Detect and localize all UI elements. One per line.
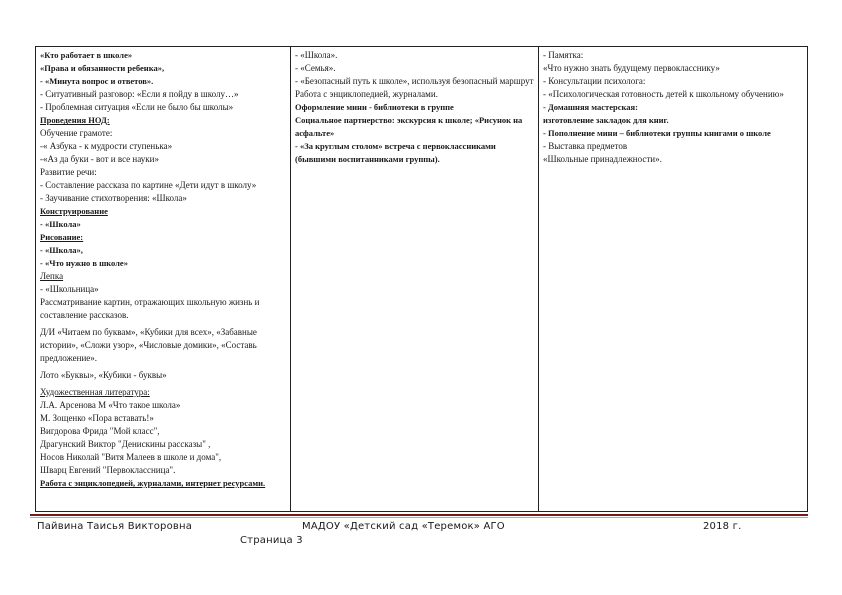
footer-rule-shadow — [30, 517, 808, 518]
plan-table — [35, 46, 808, 512]
text-line: Оформление мини - библиотеки в группе — [295, 102, 454, 112]
text-line: Вигдорова Фрида "Мой класс", — [40, 426, 160, 436]
text-line: Рассматривание картин, отражающих школьную жизнь и составление рассказов. — [40, 297, 260, 320]
text-line: - Проблемная ситуация «Если не было бы школы» — [40, 102, 234, 112]
joint-activities-column — [291, 47, 539, 511]
text-line: - «Психологическая готовность детей к школьному обучению» — [543, 89, 784, 99]
text-line: - «Минута вопрос и ответов». — [40, 76, 154, 86]
text-line: - «Школа». — [295, 50, 338, 60]
text-line: - Консультации психолога: — [543, 76, 646, 86]
text-line: - Памятка: — [543, 50, 584, 60]
activities-column — [36, 47, 291, 511]
text-line: - «Школа», — [40, 245, 83, 255]
text-line: Работа с энциклопедией, журналами, интернет ресурсами. — [40, 478, 266, 488]
text-line: - Ситуативный разговор: «Если я пойду в школу…» — [40, 89, 239, 99]
text-line: - Выставка предметов — [543, 141, 628, 151]
text-line: «Кто работает в школе» — [40, 50, 133, 60]
text-line: - Заучивание стихотворения: «Школа» — [40, 193, 187, 203]
text-line: Развитие речи: — [40, 167, 97, 177]
text-line: Шварц Евгений "Первоклассница". — [40, 465, 176, 475]
text-line: Д/И «Читаем по буквам», «Кубики для всех», «Забавные истории», «Сложи узор», «Числовые домики», «Составь предложение». — [40, 327, 257, 363]
text-line: - «Семья». — [295, 63, 336, 73]
text-line: «Школьные принадлежности». — [543, 154, 662, 164]
text-line: - «За круглым столом» встреча с первоклассниками (бывшими воспитанниками группы). — [295, 141, 496, 164]
text-line: - «Безопасный путь к школе», используя безопасный маршрут — [295, 76, 534, 86]
footer-rule — [30, 514, 808, 516]
text-line: Художественная литература: — [40, 387, 150, 397]
text-line: Лепка — [40, 271, 64, 281]
text-line: - Пополнение мини – библиотеки группы книгами о школе — [543, 128, 771, 138]
text-line: - Составление рассказа по картине «Дети идут в школу» — [40, 180, 257, 190]
text-line: - «Школа» — [40, 219, 81, 229]
text-line: Конструирование — [40, 206, 108, 216]
text-line: Л.А. Арсенова М «Что такое школа» — [40, 400, 181, 410]
text-line: -« Азбука - к мудрости ступенька» — [40, 141, 173, 151]
footer-year: 2018 г. — [703, 521, 742, 532]
text-line: Лото «Буквы», «Кубики - буквы» — [40, 370, 167, 380]
text-line: - «Школьница» — [40, 284, 99, 294]
text-line: Обучение грамоте: — [40, 128, 113, 138]
text-line: Драгунский Виктор "Денискины рассказы" , — [40, 439, 211, 449]
text-line: Рисование: — [40, 232, 84, 242]
footer-page-number: Страница 3 — [240, 535, 303, 546]
text-line: М. Зощенко «Пора вставать!» — [40, 413, 154, 423]
text-line: Носов Николай "Витя Малеев в школе и дома", — [40, 452, 222, 462]
text-line: Социальное партнерство: экскурсия к школе; «Рисунок на асфальте» — [295, 115, 523, 138]
text-line: «Что нужно знать будущему первокласснику» — [543, 63, 720, 73]
footer-organization: МАДОУ «Детский сад «Теремок» АГО — [302, 521, 505, 532]
text-line: -«Аз да буки - вот и все науки» — [40, 154, 159, 164]
text-line: - Домашняя мастерская: — [543, 102, 638, 112]
text-line: - «Что нужно в школе» — [40, 258, 128, 268]
text-line: Проведения НОД: — [40, 115, 110, 125]
parents-column — [539, 47, 807, 511]
text-line: изготовление закладок для книг. — [543, 115, 669, 125]
text-line: Работа с энциклопедией, журналами. — [295, 89, 438, 99]
footer-author: Пайвина Таисья Викторовна — [37, 521, 193, 532]
text-line: «Права и обязанности ребенка», — [40, 63, 165, 73]
